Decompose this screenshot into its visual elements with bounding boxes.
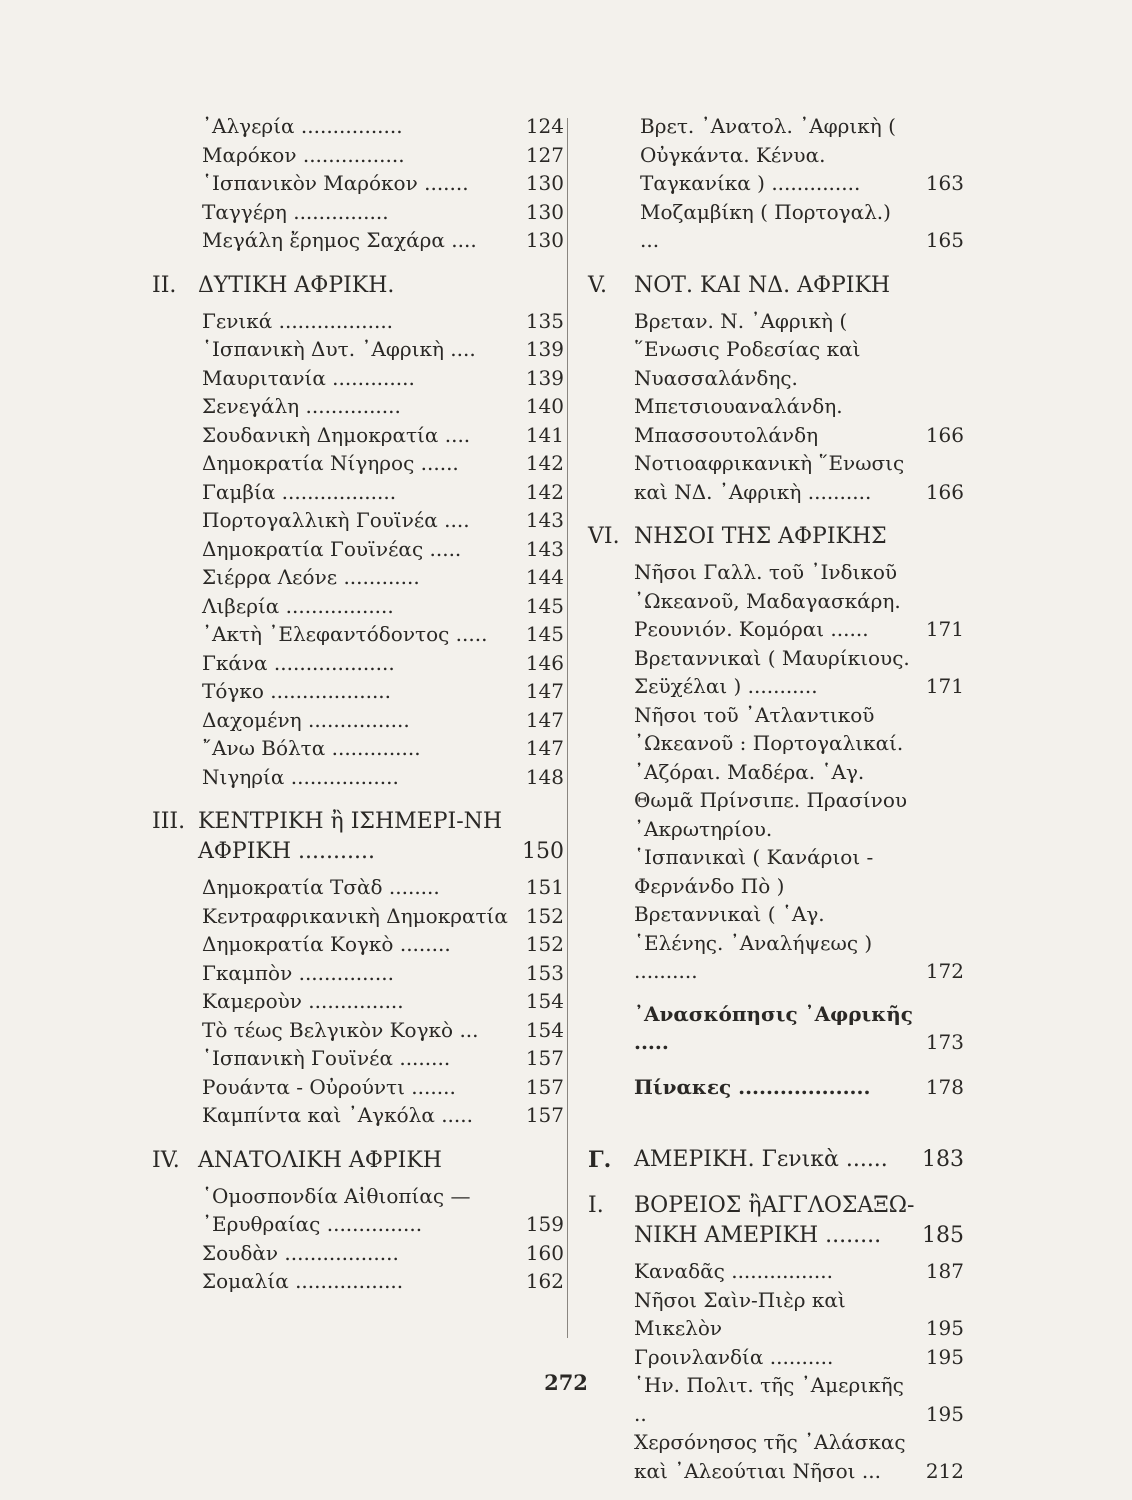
- toc-entry[interactable]: [152, 307, 564, 336]
- entry-title: Γενικά ..................: [202, 308, 394, 333]
- toc-entry[interactable]: [152, 649, 564, 678]
- entry-title: Πορτογαλλικὴ Γουϊνέα ....: [202, 508, 470, 532]
- toc-entry[interactable]: [588, 1343, 964, 1372]
- entry-page: 165: [925, 228, 964, 252]
- entry-title: Βρεταν. Ν. ᾿Αφρικὴ ( ῞Ενωσις Ροδεσίας καὶ Νυασσαλάνδης. Μπετσιουαναλάνδη. Μπασσουτολάνδη: [634, 308, 861, 447]
- toc-entry[interactable]: [152, 335, 564, 364]
- entry-page: 166: [925, 422, 964, 447]
- toc-entry[interactable]: [152, 112, 564, 141]
- entry-title: Νῆσοι Γαλλ. τοῦ ᾿Ινδικοῦ ᾿Ωκεανοῦ, Μαδαγασκάρη. Ρεουνιόν. Κομόραι ......: [634, 560, 901, 641]
- entry-page: 195: [925, 1316, 964, 1340]
- toc-entry[interactable]: [152, 763, 564, 792]
- toc-entry[interactable]: [588, 1286, 964, 1343]
- section-title: ΔΥΤΙΚΗ ΑΦΡΙΚΗ.: [198, 272, 395, 298]
- toc-entry[interactable]: [152, 169, 564, 198]
- toc-entry-review[interactable]: [588, 1000, 964, 1057]
- toc-entry[interactable]: [152, 563, 564, 592]
- entry-title: Γκαμπὸν ...............: [202, 960, 394, 985]
- entry-title: Πίνακες ...................: [634, 1074, 871, 1099]
- entry-page: 130: [525, 171, 564, 195]
- entry-title: Δημοκρατία Κογκὸ ........: [202, 932, 451, 956]
- entry-title: Τὸ τέως Βελγικὸν Κογκὸ ...: [202, 1017, 479, 1042]
- toc-entry[interactable]: [588, 198, 964, 255]
- toc-entry[interactable]: [588, 307, 964, 450]
- entry-title: ῾Ισπανικὴ Γουϊνέα ........: [202, 1046, 451, 1070]
- entry-title: Σουδὰν ..................: [202, 1240, 399, 1265]
- toc-entry[interactable]: [152, 873, 564, 902]
- toc-entry[interactable]: [152, 364, 564, 393]
- entry-title: Τόγκο ...................: [202, 679, 392, 703]
- entry-page: 130: [525, 228, 564, 252]
- toc-entry[interactable]: [152, 902, 564, 931]
- entry-title: Δαχομένη ................: [202, 707, 410, 732]
- toc-entry[interactable]: [152, 1044, 564, 1073]
- entry-title: ῾Ισπανικαὶ ( Κανάριοι - Φερνάνδο Πὸ ): [634, 845, 874, 898]
- toc-entry-tables[interactable]: [588, 1073, 964, 1102]
- entry-title: ῎Ανω Βόλτα ..............: [202, 736, 421, 760]
- entry-title: Δημοκρατία Νίγηρος ......: [202, 451, 459, 475]
- entry-title: Μεγάλη ἔρημος Σαχάρα ....: [202, 228, 477, 252]
- entry-page: 145: [525, 622, 564, 646]
- entry-page: 135: [525, 308, 564, 333]
- entry-title: Καμπίντα καὶ ᾿Αγκόλα .....: [202, 1103, 473, 1127]
- entry-title: Μοζαμβίκη ( Πορτογαλ.) ...: [640, 199, 891, 252]
- entry-page: 124: [525, 114, 564, 138]
- toc-entry[interactable]: [152, 421, 564, 450]
- toc-entry[interactable]: [588, 644, 964, 701]
- toc-entry[interactable]: [152, 1239, 564, 1268]
- section-page: 183: [922, 1147, 964, 1172]
- entry-page: 171: [925, 674, 964, 698]
- entry-page: 153: [525, 960, 564, 985]
- entry-page: 157: [525, 1103, 564, 1127]
- entry-page: 159: [525, 1212, 564, 1236]
- toc-entry[interactable]: [152, 706, 564, 735]
- entry-title: Κενтραφρικανικὴ Δημοκρατία: [202, 903, 508, 928]
- toc-entry[interactable]: [152, 141, 564, 170]
- entry-title: Βρεταννικαὶ ( Μαυρίκιους. Σεϋχέλαι ) ...........: [634, 645, 910, 698]
- section-page: 150: [522, 839, 564, 864]
- toc-entry[interactable]: [152, 734, 564, 763]
- entry-page: 152: [525, 903, 564, 928]
- toc-entry[interactable]: [152, 478, 564, 507]
- toc-entry[interactable]: [152, 1016, 564, 1045]
- section-heading[interactable]: [588, 271, 964, 301]
- toc-entry[interactable]: [588, 449, 964, 506]
- entry-page: 195: [925, 1401, 964, 1426]
- entry-title: Δημοκρατία Γουϊνέας .....: [202, 536, 462, 561]
- section-number: II.: [152, 272, 177, 298]
- entry-title: Νοτιοαφρικανικὴ ῞Ενωσις καὶ ΝΔ. ᾿Αφρικὴ ..........: [634, 451, 905, 504]
- section-heading[interactable]: [152, 807, 564, 867]
- toc-entry[interactable]: [588, 1257, 964, 1286]
- column-divider: [567, 118, 568, 1338]
- entry-page: 130: [525, 199, 564, 224]
- entry-page: 143: [525, 536, 564, 561]
- entry-page: 144: [525, 565, 564, 589]
- entry-page: 157: [525, 1046, 564, 1070]
- entry-title: Βρεταννικαὶ ( ῾Αγ. ῾Ελένης. ᾿Αναλήψεως ) ..........: [634, 902, 873, 983]
- entry-page: 148: [525, 764, 564, 789]
- section-number: Γ.: [588, 1147, 612, 1173]
- toc-entry[interactable]: [152, 198, 564, 227]
- toc-entry[interactable]: [152, 620, 564, 649]
- entry-page: 172: [925, 959, 964, 983]
- section-page: 185: [922, 1223, 964, 1248]
- entry-page: 145: [525, 593, 564, 618]
- right-column: [588, 112, 964, 1485]
- entry-page: 139: [525, 365, 564, 390]
- section-heading[interactable]: [588, 522, 964, 552]
- entry-title: Λιβερία .................: [202, 593, 394, 618]
- section-title: ΚΕΝΤΡΙΚΗ ἢ ΙΣΗΜΕΡΙ-ΝΗ ΑΦΡΙΚΗ ...........: [198, 809, 503, 864]
- entry-page: 139: [525, 337, 564, 361]
- entry-page: 160: [525, 1240, 564, 1265]
- toc-entry[interactable]: [152, 930, 564, 959]
- toc-entry[interactable]: [152, 592, 564, 621]
- entry-page: 143: [525, 508, 564, 532]
- entry-title: ῾Ισπανικὴ Δυτ. ᾿Αφρικὴ ....: [202, 337, 476, 361]
- entry-page: 195: [925, 1344, 964, 1369]
- section-number: I.: [588, 1193, 604, 1218]
- entry-title: Δημοκρατία Τσὰδ ........: [202, 875, 440, 899]
- entry-title: ᾿Ακτὴ ᾿Ελεφαντόδοντος .....: [202, 622, 488, 646]
- section-number: V.: [588, 272, 608, 298]
- toc-entry[interactable]: [152, 392, 564, 421]
- entry-page: 163: [925, 171, 964, 195]
- entry-title: Νῆσοι τοῦ ᾿Ατλαντικοῦ ᾿Ωκεανοῦ : Πορτογαλικαί. ᾿Αζόραι. Μαδέρα. ῾Αγ. Θωμᾶ Πρίνσιπε. Πρασίνου ᾿Ακρωτηρίου.: [634, 702, 908, 841]
- entry-title: Ρουάντα - Οὐρούντι .......: [202, 1074, 456, 1099]
- entry-page: 146: [525, 650, 564, 675]
- entry-page: 173: [925, 1030, 964, 1054]
- toc-entry[interactable]: [588, 900, 964, 986]
- entry-page: 140: [525, 394, 564, 418]
- entry-title: Γροινλανδία ..........: [634, 1344, 834, 1369]
- entry-page: 142: [525, 479, 564, 504]
- entry-page: 142: [525, 451, 564, 475]
- toc-entry[interactable]: [152, 226, 564, 255]
- toc-entry[interactable]: [152, 677, 564, 706]
- toc-entry[interactable]: [152, 959, 564, 988]
- entry-page: 152: [525, 932, 564, 956]
- entry-page: 166: [925, 479, 964, 504]
- section-title: ΑΝΑΤΟΛΙΚΗ ΑΦΡΙΚΗ: [198, 1147, 442, 1173]
- entry-page: 147: [525, 736, 564, 760]
- entry-page: 187: [925, 1259, 964, 1283]
- entry-page: 151: [525, 875, 564, 899]
- entry-title: ῾Ισπανικὸν Μαρόκον .......: [202, 171, 469, 195]
- entry-title: Νῆσοι Σαὶν-Πιὲρ καὶ Μικελὸν: [634, 1287, 846, 1340]
- entry-title: Ταγγέρη ...............: [202, 199, 389, 224]
- entry-page: 141: [525, 422, 564, 447]
- toc-entry[interactable]: [588, 558, 964, 644]
- entry-title: Μαρόκον ................: [202, 142, 405, 167]
- toc-entry[interactable]: [152, 1073, 564, 1102]
- section-heading-america[interactable]: [588, 1145, 964, 1175]
- page-number: 272: [544, 1370, 588, 1395]
- entry-title: Καμεροὺν ...............: [202, 989, 404, 1013]
- entry-title: Χερσόνησος τῆς ᾿Αλάσκας καὶ ᾿Αλεούτιαι Νῆσοι ...: [634, 1430, 906, 1483]
- toc-entry[interactable]: [152, 535, 564, 564]
- entry-title: Μαυριτανία .............: [202, 365, 415, 390]
- entry-title: ᾿Αλγερία ................: [202, 114, 403, 138]
- entry-title: Καναδᾶς ................: [634, 1259, 833, 1283]
- entry-title: Νιγηρία .................: [202, 764, 399, 789]
- entry-title: ῾Ην. Πολιτ. τῆς ᾿Αμερικῆς ..: [634, 1373, 904, 1426]
- entry-title: Βρετ. ᾿Ανατολ. ᾿Αφρικὴ ( Οὐγκάντα. Κένυα. Ταγκανίκα ) ..............: [640, 114, 896, 195]
- section-number: III.: [152, 809, 186, 834]
- entry-page: 171: [925, 617, 964, 641]
- entry-page: 178: [925, 1074, 964, 1099]
- toc-entry[interactable]: [152, 1267, 564, 1296]
- entry-title: Σομαλία .................: [202, 1269, 404, 1293]
- section-title: ΝΗΣΟΙ ΤΗΣ ΑΦΡΙΚΗΣ: [634, 524, 887, 549]
- section-heading[interactable]: [152, 1146, 564, 1176]
- toc-entry[interactable]: [588, 843, 964, 900]
- section-number: VI.: [588, 524, 620, 549]
- entry-title: Γαμβία ..................: [202, 479, 397, 504]
- toc-entry[interactable]: [152, 987, 564, 1016]
- entry-title: Σουδανικὴ Δημοκρατία ....: [202, 422, 471, 447]
- section-heading[interactable]: [588, 1191, 964, 1251]
- toc-entry[interactable]: [152, 506, 564, 535]
- left-column: [152, 112, 564, 1296]
- toc-entry[interactable]: [588, 1428, 964, 1485]
- section-title: ΑΜΕΡΙΚΗ. Γενικὰ ......: [634, 1147, 888, 1172]
- entry-page: 147: [525, 679, 564, 703]
- toc-entry[interactable]: [152, 1182, 564, 1239]
- entry-title: ῾Ομοσπονδία Αἰθιοπίας — ᾿Ερυθραίας ...............: [202, 1183, 471, 1236]
- toc-entry[interactable]: [588, 701, 964, 844]
- entry-page: 127: [525, 142, 564, 167]
- toc-entry[interactable]: [588, 112, 964, 198]
- toc-entry[interactable]: [152, 1101, 564, 1130]
- entry-title: Σιέρρα Λεόνε ............: [202, 565, 420, 589]
- entry-title: Γκάνα ...................: [202, 650, 395, 675]
- toc-entry[interactable]: [152, 449, 564, 478]
- entry-page: 157: [525, 1074, 564, 1099]
- entry-title: ᾿Ανασκόπησις ᾿Αφρικῆς .....: [634, 1001, 913, 1054]
- entry-title: Σενεγάλη ...............: [202, 394, 401, 418]
- entry-page: 154: [525, 1017, 564, 1042]
- section-number: IV.: [152, 1147, 180, 1173]
- entry-page: 212: [925, 1458, 964, 1483]
- entry-page: 154: [525, 989, 564, 1013]
- section-title: ΒΟΡΕΙΟΣ ἢΑΓΓΛΟΣΑΞΩ-ΝΙΚΗ ΑΜΕΡΙΚΗ ........: [634, 1193, 915, 1248]
- entry-page: 162: [525, 1269, 564, 1293]
- entry-page: 147: [525, 707, 564, 732]
- section-heading[interactable]: [152, 271, 564, 301]
- section-title: ΝΟΤ. ΚΑΙ ΝΔ. ΑΦΡΙΚΗ: [634, 272, 891, 298]
